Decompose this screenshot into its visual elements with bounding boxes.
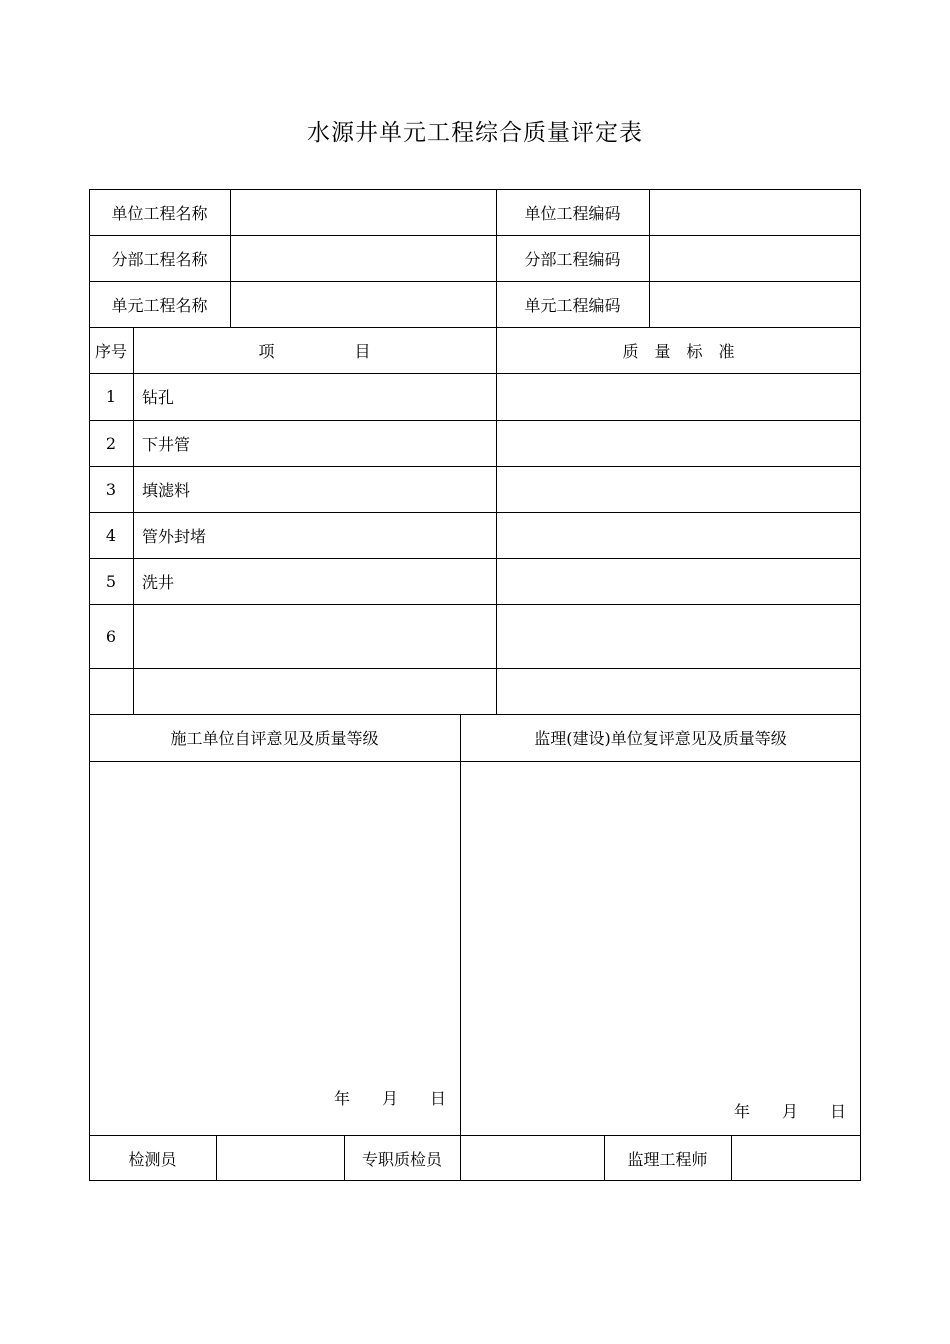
quality-inspector-label: 专职质检员 — [361, 1149, 442, 1169]
element-project-name-value[interactable] — [231, 281, 496, 327]
unit-project-name-value[interactable] — [231, 189, 496, 235]
item-number: 2 — [105, 433, 117, 453]
quality-inspector-value[interactable] — [461, 1135, 604, 1181]
element-project-name-label: 单元工程名称 — [111, 295, 208, 315]
item-number: 6 — [105, 626, 117, 646]
supervision-opinion-header: 监理(建设)单位复评意见及质量等级 — [534, 729, 787, 748]
item-number: 5 — [105, 571, 117, 591]
item-name: 钻孔 — [142, 388, 175, 407]
item-header: 项 目 — [258, 341, 371, 361]
page-title: 水源井单元工程综合质量评定表 — [307, 120, 643, 146]
item-name — [133, 604, 496, 668]
item-name: 填滤料 — [142, 480, 191, 500]
item-number: 4 — [105, 525, 117, 545]
element-project-code-value[interactable] — [650, 281, 860, 327]
division-project-code-label: 分部工程编码 — [524, 249, 621, 269]
unit-project-code-label: 单位工程编码 — [524, 203, 621, 223]
item-name: 下井管 — [142, 434, 191, 454]
division-project-code-value[interactable] — [650, 235, 860, 281]
row-divider — [89, 668, 861, 669]
item-number: 3 — [105, 479, 117, 499]
element-project-code-label: 单元工程编码 — [524, 295, 621, 315]
construction-opinion-area[interactable] — [90, 762, 459, 1134]
item-name: 管外封堵 — [142, 526, 207, 546]
supervision-opinion-area[interactable] — [461, 762, 860, 1134]
construction-date: 年 月 日 — [334, 1088, 447, 1108]
supervision-date: 年 月 日 — [734, 1101, 847, 1121]
supervising-engineer-value[interactable] — [732, 1135, 860, 1181]
division-project-name-value[interactable] — [231, 235, 496, 281]
inspector-value[interactable] — [217, 1135, 344, 1181]
inspector-label: 检测员 — [128, 1149, 177, 1169]
standard-header: 质 量 标 准 — [622, 341, 735, 361]
construction-opinion-header: 施工单位自评意见及质量等级 — [170, 729, 379, 748]
unit-project-name-label: 单位工程名称 — [111, 203, 208, 223]
unit-project-code-value[interactable] — [650, 189, 860, 235]
item-name: 洗井 — [142, 572, 175, 592]
division-project-name-label: 分部工程名称 — [111, 249, 208, 269]
item-number: 1 — [105, 387, 117, 406]
supervising-engineer-label: 监理工程师 — [627, 1149, 708, 1169]
seq-header: 序号 — [94, 341, 127, 361]
